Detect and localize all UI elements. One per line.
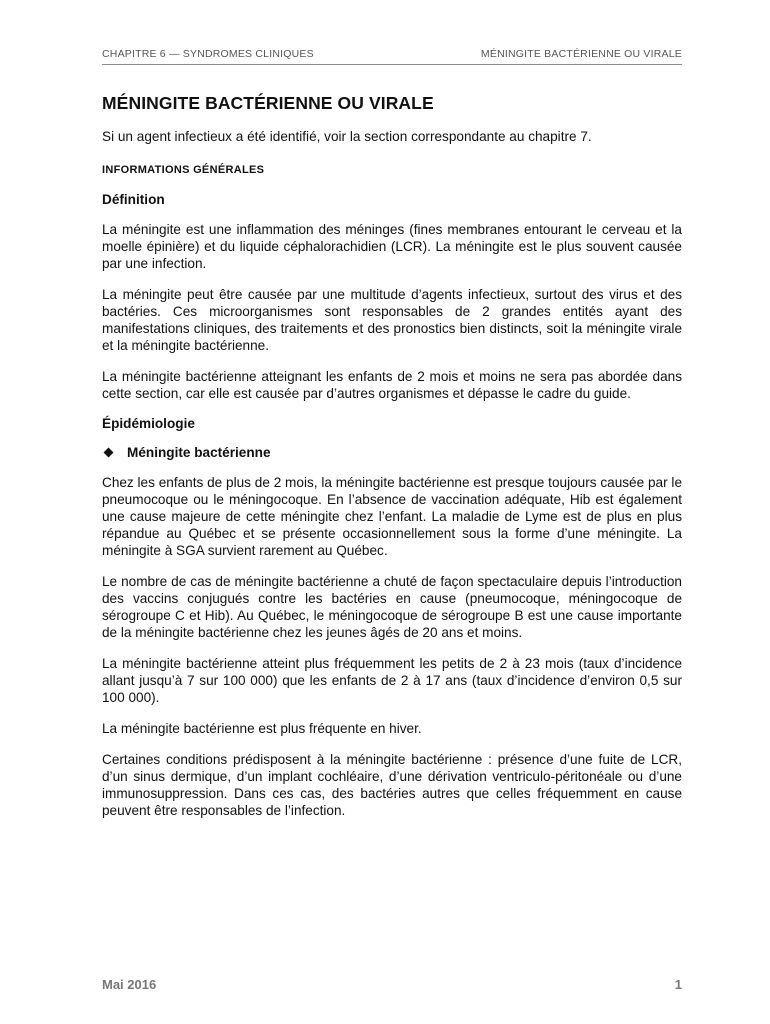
epidemiology-paragraph: Le nombre de cas de méningite bactérienne a chuté de façon spectaculaire depuis l’introduction des vaccins conjugués contre les bactéries en cause (pneumocoque, méningocoque de sérogroupe C et Hib). Au Québec, le méningocoque de sérogroupe B est une cause importante de la méningite bactérienne chez les jeunes âgés de 20 ans et moins. (102, 574, 682, 640)
definition-paragraph: La méningite peut être causée par une multitude d’agents infectieux, surtout des virus et des bactéries. Ces microorganismes sont responsables de 2 grandes entités ayant des manifestations cliniques, des traitements et des pronostics bien distincts, soit la méningite virale et la méningite bactérienne. (102, 287, 682, 353)
definition-paragraph: La méningite bactérienne atteignant les enfants de 2 mois et moins ne sera pas abordée dans cette section, car elle est causée par d’autres organismes et dépasse le cadre du guide. (102, 369, 682, 401)
epidemiology-paragraph: La méningite bactérienne atteint plus fréquemment les petits de 2 à 23 mois (taux d’incidence allant jusqu’à 7 sur 100 000) que les enfants de 2 à 17 ans (taux d’incidence d’environ 0,5 sur 100 000). (102, 656, 682, 705)
main-content (102, 128, 682, 833)
bullet-heading-label: Méningite bactérienne (127, 445, 271, 460)
running-header (102, 46, 682, 65)
intro-text: Si un agent infectieux a été identifié, voir la section correspondante au chapitre 7. (102, 129, 592, 144)
page-title: MÉNINGITE BACTÉRIENNE OU VIRALE (102, 93, 434, 113)
header-chapter (102, 48, 314, 60)
section-label: INFORMATIONS GÉNÉRALES (102, 164, 265, 176)
header-topic-text: MÉNINGITE BACTÉRIENNE OU VIRALE (480, 48, 682, 60)
header-topic (481, 48, 682, 60)
epidemiology-heading: Épidémiologie (102, 416, 195, 431)
bullet-heading (102, 445, 682, 460)
footer-date: Mai 2016 (102, 977, 157, 992)
epidemiology-paragraph: Certaines conditions prédisposent à la méningite bactérienne : présence d’une fuite de LCR, d’un sinus dermique, d’un implant cochléaire, d’une dérivation ventriculo-péritonéale ou d’une immunosuppression. Dans ces cas, des bactéries autres que celles fréquemment en cause peuvent être responsables de l’infection. (102, 752, 682, 818)
diamond-bullet-icon (104, 448, 114, 458)
page-number: 1 (674, 977, 682, 992)
definition-heading: Définition (102, 192, 165, 207)
epidemiology-paragraph: La méningite bactérienne est plus fréquente en hiver. (102, 721, 422, 736)
definition-paragraph: La méningite est une inflammation des méninges (fines membranes entourant le cerveau et la moelle épinière) et du liquide céphalorachidien (LCR). La méningite est le plus souvent causée par une infection. (102, 222, 682, 271)
epidemiology-paragraph: Chez les enfants de plus de 2 mois, la méningite bactérienne est presque toujours causée par le pneumocoque ou le méningocoque. En l’absence de vaccination adéquate, Hib est également une cause majeure de cette méningite chez l’enfant. La maladie de Lyme est de plus en plus répandue au Québec et se présente occasionnellement sous la forme d’une méningite. La méningite à SGA survient rarement au Québec. (102, 475, 682, 558)
header-chapter-text: CHAPITRE 6 — SYNDROMES CLINIQUES (102, 48, 314, 60)
